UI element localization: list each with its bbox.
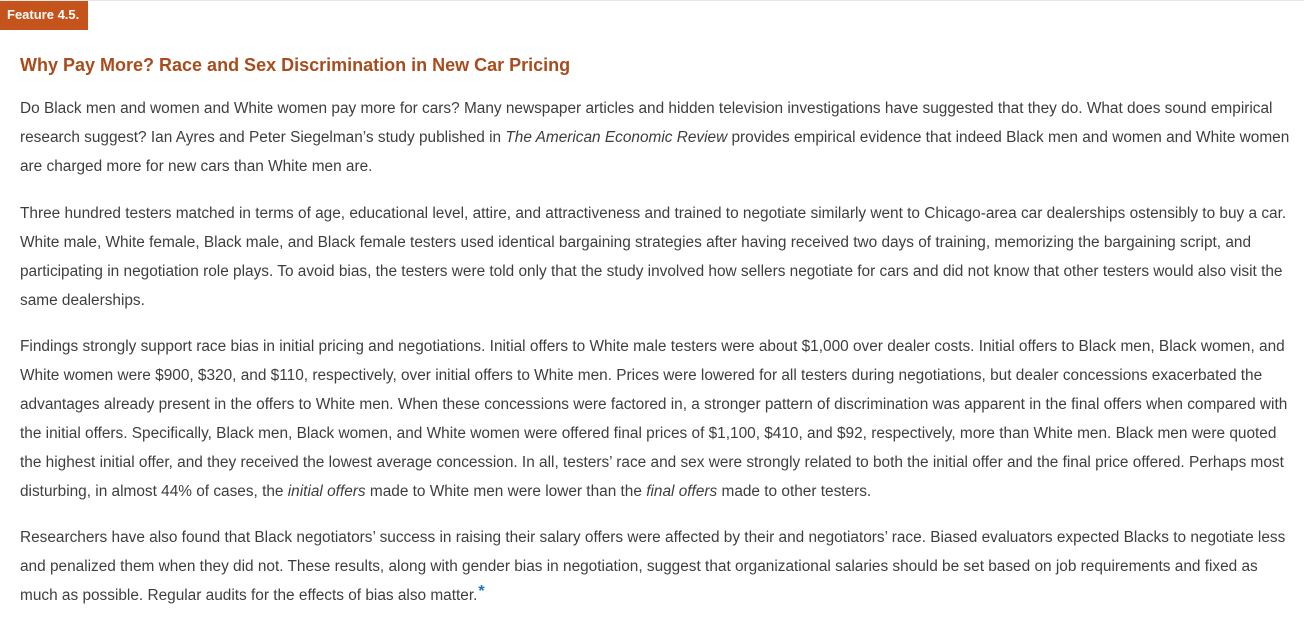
paragraph-findings-text-1: Findings strongly support race bias in initial pricing and negotiations. Initial offers to White male testers were about $1,000 over dealer costs. Initial offers to Black men, Black women, and White women were $900, $320, and $110, respectively, over initial offers to White men. Prices were lowered for all testers during negotiations, but dealer concessions exacerbated the advantages already present in the offers to White men. When these concessions were factored in, a stronger pattern of discrimination was apparent in the final offers when compared with the initial offers. Specifically, Black men, Black women, and White women were offered final prices of $1,100, $410, and $92, respectively, more than White men. Black men were quoted the highest initial offer, and they received the lowest average concession. In all, testers’ race and sex were strongly related to both the initial offer and the final price offered. Perhaps most disturbing, in almost 44% of cases, the — [20, 338, 1288, 500]
paragraph-intro-text-1: Do Black men and women and White women pay more for cars? Many newspaper articles and hidden television investigations have suggested that they do. What does sound empirical research suggest? Ian Ayres and Peter Siegelman’s study published in — [20, 100, 1273, 146]
paragraph-salary-research-text: Researchers have also found that Black negotiators’ success in raising their salary offers were affected by their and negotiators’ race. Biased evaluators expected Blacks to negotiate less and penalized them when they did not. These results, along with gender bias in negotiation, suggest that organizational salaries should be set based on job requirements and fixed as much as possible. Regular audits for the effects of bias also matter. — [20, 529, 1286, 604]
paragraph-salary-research — [20, 523, 1290, 610]
emphasis-final-offers: final offers — [646, 483, 718, 500]
feature-title: Why Pay More? Race and Sex Discrimination in New Car Pricing — [20, 55, 571, 75]
paragraph-intro — [20, 94, 1290, 181]
footnote-link[interactable]: * — [478, 583, 485, 600]
emphasis-initial-offers: initial offers — [287, 483, 366, 500]
paragraph-findings-text-3: made to other testers. — [717, 483, 872, 500]
paragraph-findings — [20, 332, 1290, 506]
paragraph-findings-text-2: made to White men were lower than the — [365, 483, 647, 500]
top-divider — [0, 0, 1304, 1]
paragraph-intro-text-2: provides empirical evidence that indeed Black men and women and White women are charged more for new cars than White men are. — [20, 129, 1290, 175]
paragraph-method: Three hundred testers matched in terms of age, educational level, attire, and attractiveness and trained to negotiate similarly went to Chicago-area car dealerships ostensibly to buy a car. White male, White female, Black male, and Black female testers used identical bargaining strategies after having received two days of training, memorizing the bargaining script, and participating in negotiation role plays. To avoid bias, the testers were told only that the study involved how sellers negotiate for cars and did not know that other testers would also visit the same dealerships. — [20, 205, 1287, 309]
journal-title: The American Economic Review — [505, 129, 728, 146]
feature-label-badge: Feature 4.5. — [0, 1, 88, 30]
